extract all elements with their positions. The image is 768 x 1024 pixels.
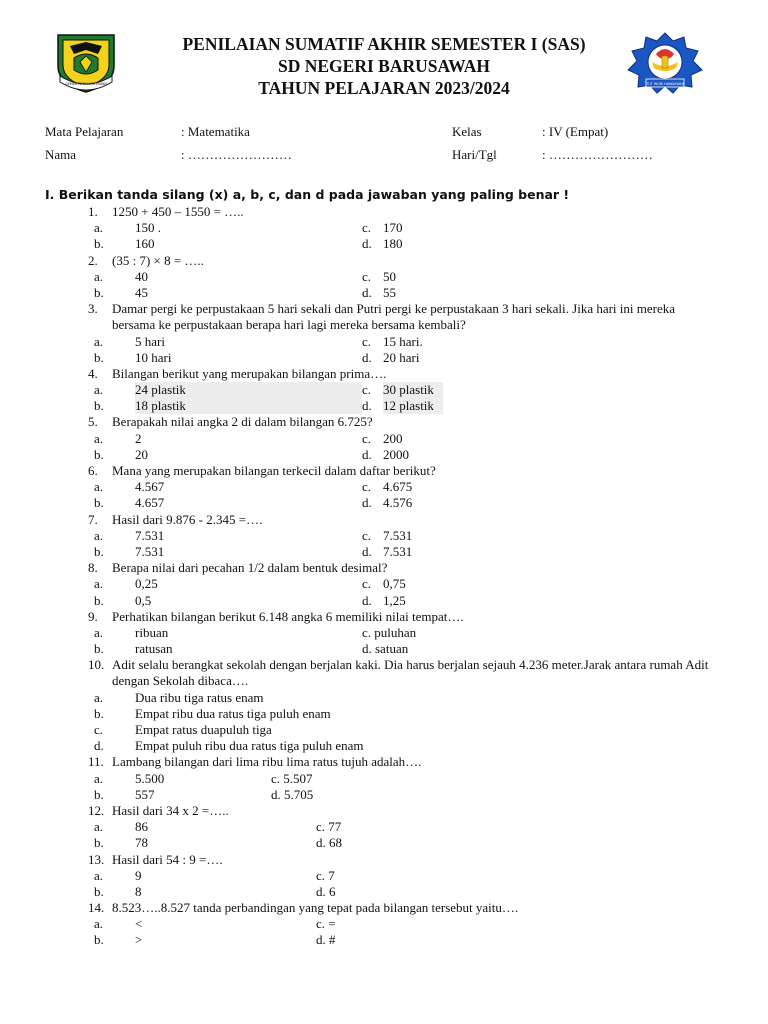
option-a-label: a. — [94, 576, 104, 592]
option-c-label: c. — [362, 576, 372, 592]
title-line-school: SD NEGERI BARUSAWAH — [278, 56, 490, 76]
regency-emblem-icon — [54, 32, 118, 94]
question-number: 10. — [88, 657, 105, 673]
option-d: 1,25 — [383, 592, 406, 608]
option-a-label: a. — [94, 479, 104, 495]
question-12 — [0, 803, 768, 819]
option-b: > — [135, 932, 143, 948]
option-b: 78 — [135, 835, 148, 851]
option-c: c. puluhan — [362, 624, 417, 640]
option-row — [0, 641, 768, 657]
option-b-label: b. — [94, 495, 104, 511]
option-a-label: a. — [94, 268, 104, 284]
question-text: 1250 + 450 – 1550 = ….. — [112, 204, 244, 219]
option-a: 150 . — [135, 220, 161, 236]
question-9 — [0, 609, 768, 625]
option-d: 7.531 — [383, 543, 413, 559]
option-b: 0,5 — [135, 592, 152, 608]
option-b: 20 — [135, 446, 148, 462]
option-d: d. 6 — [316, 883, 336, 899]
option-row — [0, 706, 768, 722]
option-a: 7.531 — [135, 527, 165, 543]
title-line-exam: PENILAIAN SUMATIF AKHIR SEMESTER I (SAS) — [182, 34, 586, 54]
question-text: Damar pergi ke perpustakaan 5 hari sekali dan Putri pergi ke perpustakaan 3 hari sekali. Jika hari ini mereka bersama ke perpustakaan berapa hari lagi mereka bersama kembali? — [112, 301, 676, 333]
option-a-label: a. — [94, 220, 104, 236]
option-row — [0, 576, 768, 592]
option-b-label: b. — [94, 543, 104, 559]
question-10 — [0, 657, 718, 689]
option-d: Empat puluh ribu dua ratus tiga puluh enam — [135, 738, 364, 754]
title-line-year: TAHUN PELAJARAN 2023/2024 — [258, 78, 510, 98]
option-c: 30 plastik — [383, 382, 443, 398]
class-label: Kelas — [452, 124, 482, 139]
option-a-label: a. — [94, 333, 104, 349]
question-number: 11. — [88, 754, 104, 770]
option-d: 55 — [383, 284, 396, 300]
question-13 — [0, 852, 768, 868]
question-text: 8.523…..8.527 tanda perbandingan yang tepat pada bilangan tersebut yaitu…. — [112, 900, 519, 916]
question-1 — [0, 204, 768, 220]
document-title — [120, 33, 648, 99]
question-text: Bilangan berikut yang merupakan bilangan prima…. — [112, 365, 387, 381]
option-c: 200 — [383, 430, 403, 446]
question-number: 14. — [88, 900, 105, 916]
option-c-label: c. — [362, 382, 372, 398]
option-d-label: d. — [362, 592, 372, 608]
option-d: 12 plastik — [383, 398, 443, 414]
date-label: Hari/Tgl — [452, 147, 497, 162]
question-11 — [0, 754, 768, 770]
question-8 — [0, 560, 768, 576]
question-number: 8. — [88, 560, 98, 576]
student-identity — [45, 120, 745, 166]
option-row — [0, 884, 768, 900]
option-a-label: a. — [94, 430, 104, 446]
option-a-label: a. — [94, 770, 104, 786]
option-a: ribuan — [135, 624, 169, 640]
option-b-label: b. — [94, 236, 104, 252]
option-a-label: a. — [94, 689, 104, 705]
tut-wuri-handayani-icon — [626, 32, 704, 94]
option-c-label: c. — [362, 220, 372, 236]
option-c: 0,75 — [383, 576, 406, 592]
question-text: Perhatikan bilangan berikut 6.148 angka 6 memiliki nilai tempat…. — [112, 608, 464, 624]
question-number: 5. — [88, 414, 98, 430]
option-b: ratusan — [135, 641, 173, 657]
option-a: 5.500 — [135, 770, 165, 786]
option-a: 2 — [135, 430, 142, 446]
option-c-label: c. — [362, 430, 372, 446]
option-a: 5 hari — [135, 333, 165, 349]
question-number: 12. — [88, 802, 105, 818]
question-text: Hasil dari 34 x 2 =….. — [112, 802, 229, 818]
option-b: 4.657 — [135, 495, 165, 511]
option-a: 9 — [135, 867, 142, 883]
question-4 — [0, 366, 768, 382]
option-d-label: d. — [362, 398, 372, 414]
left-logo-motto: GEMAH RIPAH LOH JINAWI — [65, 82, 107, 86]
option-b: 7.531 — [135, 543, 165, 559]
option-c: c. = — [316, 916, 336, 932]
option-a: 86 — [135, 819, 148, 835]
option-d: d. 68 — [316, 835, 342, 851]
option-row — [0, 528, 768, 544]
option-row — [0, 382, 768, 398]
option-c-label: c. — [94, 722, 104, 738]
section-instruction: I. Berikan tanda silang (x) a, b, c, dan d pada jawaban yang paling benar ! — [45, 187, 570, 202]
option-c-label: c. — [362, 527, 372, 543]
option-c: c. 77 — [316, 819, 342, 835]
subject-value: : Matematika — [181, 124, 250, 139]
option-c: 7.531 — [383, 527, 413, 543]
option-c: 15 hari. — [383, 333, 423, 349]
option-a: < — [135, 916, 143, 932]
option-b-label: b. — [94, 932, 104, 948]
question-text: Hasil dari 9.876 - 2.345 =…. — [112, 511, 263, 527]
option-b: Empat ribu dua ratus tiga puluh enam — [135, 705, 331, 721]
option-row — [0, 350, 768, 366]
document-header — [0, 0, 768, 110]
option-d-label: d. — [362, 349, 372, 365]
name-field: : …………………… — [181, 147, 292, 162]
option-b-label: b. — [94, 592, 104, 608]
question-number: 13. — [88, 851, 105, 867]
option-b-label: b. — [94, 349, 104, 365]
option-c-label: c. — [362, 268, 372, 284]
option-d: 4.576 — [383, 495, 413, 511]
option-d: 2000 — [383, 446, 409, 462]
option-a-label: a. — [94, 916, 104, 932]
option-c: Empat ratus duapuluh tiga — [135, 722, 272, 738]
option-d-label: d. — [362, 543, 372, 559]
option-b-label: b. — [94, 835, 104, 851]
option-a-label: a. — [94, 867, 104, 883]
option-a-label: a. — [94, 527, 104, 543]
option-row — [0, 269, 768, 285]
question-text: Adit selalu berangkat sekolah dengan berjalan kaki. Dia harus berjalan sejauh 4.236 meter.Jarak antara rumah Adit dengan Sekolah dibaca…. — [112, 657, 709, 689]
option-row — [0, 932, 768, 948]
option-b-label: b. — [94, 398, 104, 414]
date-field: : …………………… — [542, 147, 653, 162]
option-b: 18 plastik — [135, 398, 362, 414]
option-b: 8 — [135, 883, 142, 899]
option-row — [0, 722, 768, 738]
option-row — [0, 738, 768, 754]
option-b-label: b. — [94, 446, 104, 462]
option-c: 170 — [383, 220, 403, 236]
option-d-label: d. — [362, 284, 372, 300]
option-row — [0, 236, 768, 252]
option-b: 45 — [135, 284, 148, 300]
name-label: Nama — [45, 147, 77, 162]
option-a: 40 — [135, 268, 148, 284]
option-c: 50 — [383, 268, 396, 284]
class-value: : IV (Empat) — [542, 124, 609, 139]
option-d-label: d. — [94, 738, 104, 754]
option-d-label: d. — [362, 446, 372, 462]
option-b-label: b. — [94, 883, 104, 899]
option-a: 0,25 — [135, 576, 158, 592]
option-row — [0, 447, 768, 463]
option-b: 557 — [135, 786, 155, 802]
option-d: d. satuan — [362, 641, 409, 657]
right-logo-motto: TUT WURI HANDAYANI — [646, 81, 684, 86]
option-row — [0, 593, 768, 609]
option-d: 20 hari — [383, 349, 420, 365]
question-text: Mana yang merupakan bilangan terkecil dalam daftar berikut? — [112, 463, 436, 479]
option-row — [0, 690, 768, 706]
option-a-label: a. — [94, 382, 104, 398]
option-b: 160 — [135, 236, 155, 252]
option-d-label: d. — [362, 495, 372, 511]
option-row — [0, 431, 768, 447]
option-c: c. 5.507 — [271, 770, 313, 786]
option-b-label: b. — [94, 705, 104, 721]
question-text: Lambang bilangan dari lima ribu lima ratus tujuh adalah…. — [112, 754, 422, 770]
option-c-label: c. — [362, 333, 372, 349]
option-row — [0, 916, 768, 932]
option-d: d. 5.705 — [271, 786, 314, 802]
option-row — [0, 868, 768, 884]
option-row — [0, 835, 768, 851]
option-row — [0, 625, 768, 641]
option-d: d. # — [316, 932, 336, 948]
question-2 — [0, 253, 768, 269]
question-6 — [0, 463, 768, 479]
option-c: c. 7 — [316, 867, 335, 883]
option-b-label: b. — [94, 641, 104, 657]
option-row — [0, 398, 768, 414]
question-number: 1. — [88, 204, 98, 219]
option-row — [0, 479, 768, 495]
option-row — [0, 495, 768, 511]
option-row — [0, 220, 768, 236]
option-a: 4.567 — [135, 479, 165, 495]
option-row — [0, 787, 768, 803]
question-5 — [0, 414, 768, 430]
option-row — [0, 819, 768, 835]
question-number: 9. — [88, 608, 98, 624]
option-a-label: a. — [94, 624, 104, 640]
question-14 — [0, 900, 768, 916]
option-c: 4.675 — [383, 479, 413, 495]
question-text: Hasil dari 54 : 9 =…. — [112, 851, 223, 867]
question-number: 7. — [88, 511, 98, 527]
option-row — [0, 334, 768, 350]
option-d-label: d. — [362, 236, 372, 252]
option-row — [0, 544, 768, 560]
question-number: 2. — [88, 252, 98, 268]
option-c-label: c. — [362, 479, 372, 495]
subject-label: Mata Pelajaran — [45, 124, 124, 139]
option-d: 180 — [383, 236, 403, 252]
question-number: 6. — [88, 463, 98, 479]
option-b-label: b. — [94, 786, 104, 802]
option-a: 24 plastik — [135, 382, 362, 398]
option-b: 10 hari — [135, 349, 172, 365]
question-text: (35 : 7) × 8 = ….. — [112, 252, 204, 268]
question-text: Berapakah nilai angka 2 di dalam bilangan 6.725? — [112, 414, 373, 430]
option-a-label: a. — [94, 819, 104, 835]
question-7 — [0, 512, 768, 528]
question-list — [0, 204, 768, 949]
question-number: 4. — [88, 365, 98, 381]
question-text: Berapa nilai dari pecahan 1/2 dalam bentuk desimal? — [112, 560, 388, 576]
question-number: 3. — [88, 301, 98, 317]
option-row — [0, 285, 768, 301]
option-a: Dua ribu tiga ratus enam — [135, 689, 264, 705]
option-row — [0, 771, 768, 787]
question-3 — [0, 301, 718, 333]
option-b-label: b. — [94, 284, 104, 300]
